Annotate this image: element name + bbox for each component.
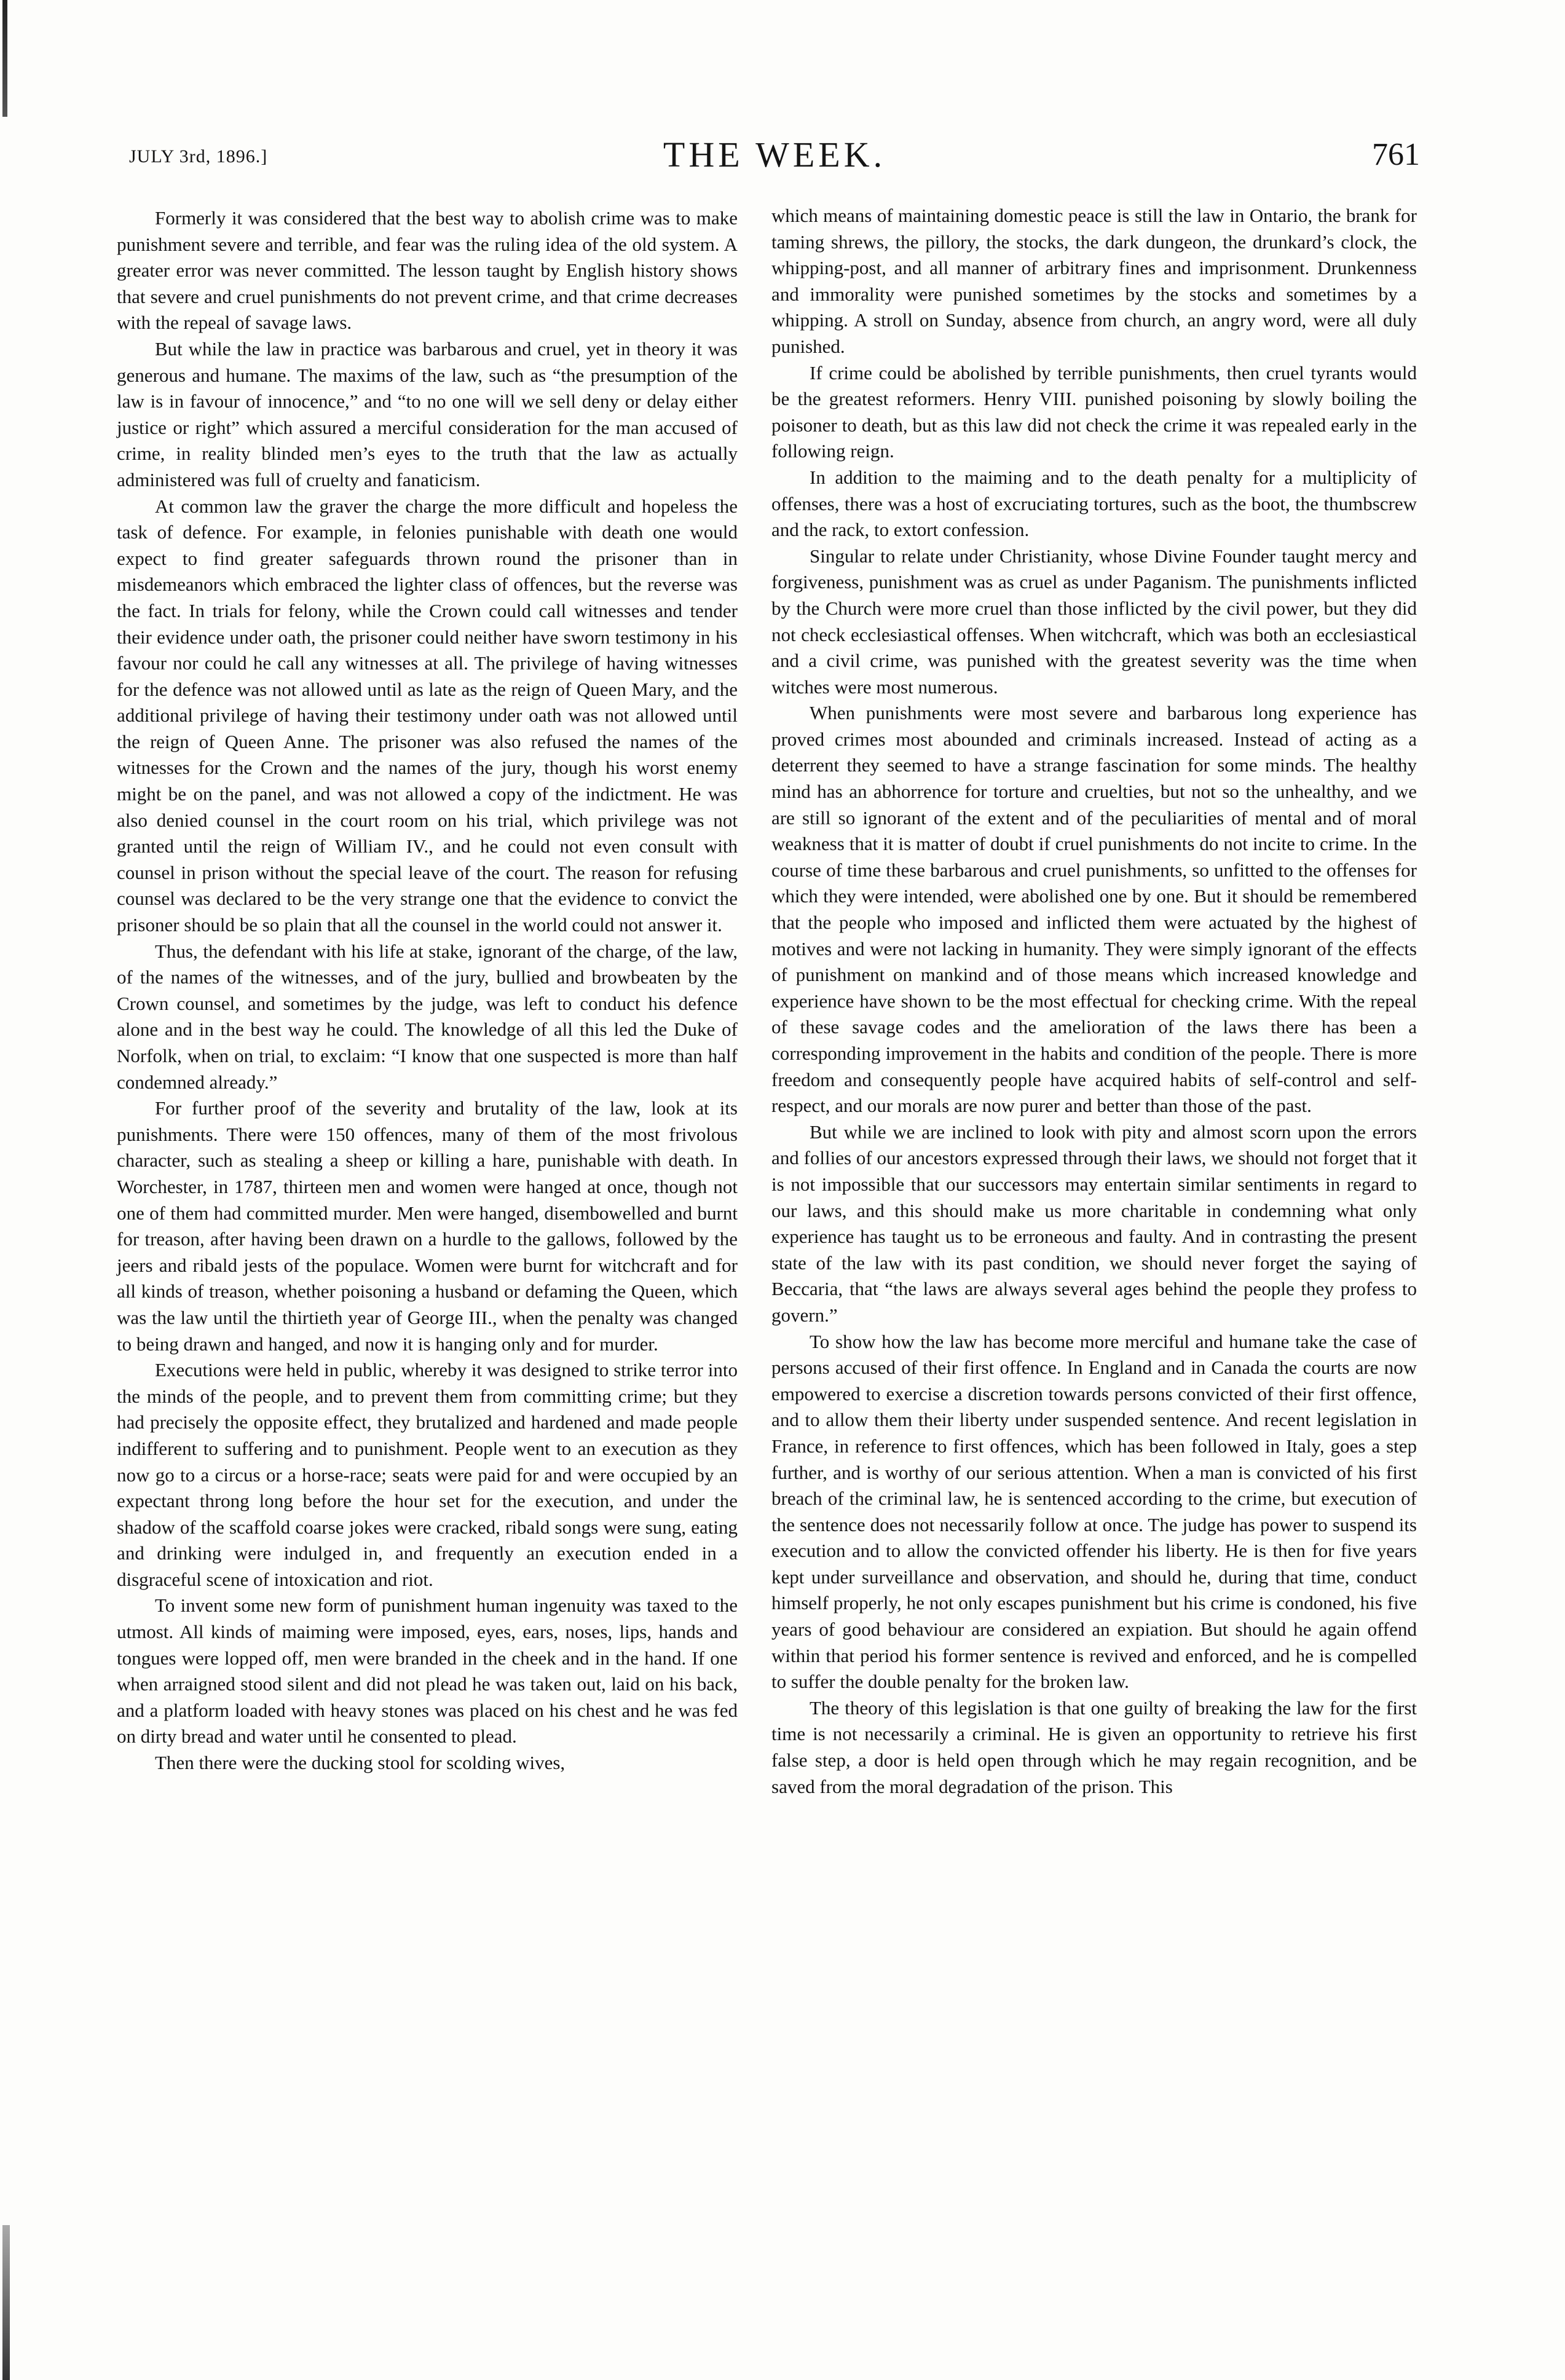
paragraph: When punishments were most severe and barbarous long experience has proved crimes most abounded and criminals increased. Instead of acting as a deterrent they seemed to have a strange fascination for some minds. The healthy mind has an abhorrence for torture and cruelties, but not so the unhealthy, and we are still so ignorant of the extent and of the peculiarities of mental and of moral weakness that it is matter of doubt if cruel punishments do not incite to crime. In the course of time these barbarous and cruel punishments, so unfitted to the offenses for which they were intended, were abolished one by one. But it should be remembered that the people who imposed and inflicted them were actuated by the highest of motives and were not lacking in humanity. They were simply ignorant of the effects of punishment on mankind and of those means which increased knowledge and experience have shown to be the most effectual for checking crime. With the repeal of these savage codes and the amelioration of the laws there has been a corresponding improvement in the habits and condition of the people. There is more freedom and consequently people have acquired habits of self-control and self-respect, and our morals are now purer and better than those of the past. [771,702,1417,1117]
paragraph: The theory of this legislation is that one guilty of breaking the law for the first time is not necessarily a criminal. He is given an opportunity to retrieve his first false step, a door is held open through which he may regain recognition, and be saved from the moral degradation of the prison. This [771,1696,1417,1797]
binding-edge-mark-bottom [2,2225,10,2380]
paragraph: For further proof of the severity and brutality of the law, look at its punishments. There were 150 offences, many of them of the most frivolous character, such as stealing a sheep or killing a hare, punishable with death. In Worchester, in 1787, thirteen men and women were hanged at once, though not one of them had committed murder. Men were hanged, disembowelled and burnt for treason, after having been drawn on a hurdle to the gallows, followed by the jeers and ribald jests of the populace. Women were burnt for witchcraft and for all kinds of treason, whether poisoning a husband or defaming the Queen, which was the law until the thirtieth year of George III., when the penalty was changed to being drawn and hanged, and now it is hanging only and for murder. [117,1097,738,1355]
paragraph: Executions were held in public, whereby it was designed to strike terror into the minds of the people, and to prevent them from committing crime; but they had precisely the opposite effect, they brutalized and hardened and made people indifferent to suffering and to punishment. People went to an execution as they now go to a circus or a horse-race; seats were paid for and were occupied by an expectant throng long before the hour set for the execution, and under the shadow of the scaffold coarse jokes were cracked, ribald songs were sung, eating and drinking were indulged in, and frequently an execution ended in a disgraceful scene of intoxication and riot. [117,1359,738,1590]
paragraph: Formerly it was considered that the best way to abolish crime was to make punishment severe and terrible, and fear was the ruling idea of the old system. A greater error was never committed. The lesson taught by English history shows that severe and cruel punishments do not prevent crime, and that crime decreases with the repeal of savage laws. [117,207,738,334]
right-column [771,203,1417,1800]
paragraph: But while we are inclined to look with pity and almost scorn upon the errors and follies of our ancestors expressed through their laws, we should not forget that it is not impossible that our successors may entertain similar sentiments in regard to our laws, and this should make us more charitable in condemning what only experience has taught us to be erroneous and faulty. And in contrasting the present state of the law with its past condition, we should never forget the saying of Beccaria, that “the laws are always several ages behind the people they profess to govern.” [771,1121,1417,1326]
paragraph: To invent some new form of punishment human ingenuity was taxed to the utmost. All kinds of maiming were imposed, eyes, ears, noses, lips, hands and tongues were lopped off, men were branded in the cheek and in the hand. If one when arraigned stood silent and did not plead he was taken out, laid on his back, and a platform loaded with heavy stones was placed on his chest and he was fed on dirty bread and water until he consented to plead. [117,1594,738,1748]
page-number: 761 [1372,137,1420,172]
paragraph: If crime could be abolished by terrible punishments, then cruel tyrants would be the greatest reformers. Henry VIII. punished poisoning by slowly boiling the poisoner to death, but as this law did not check the crime it was repealed early in the following reign. [771,361,1417,462]
paragraph: But while the law in practice was barbarous and cruel, yet in theory it was generous and humane. The maxims of the law, such as “the presumption of the law is in favour of innocence,” and “to no one will we sell deny or delay either justice or right” which assured a merciful consideration for the man accused of crime, in reality blinded men’s eyes to the truth that the law as actually administered was full of cruelty and fanaticism. [117,337,738,491]
paragraph: Thus, the defendant with his life at stake, ignorant of the charge, of the law, of the names of the witnesses, and of the jury, bullied and browbeaten by the Crown counsel, and sometimes by the judge, was left to conduct his defence alone and in the best way he could. The knowledge of all this led the Duke of Norfolk, when on trial, to exclaim: “I know that one suspected is more than half condemned already.” [117,940,738,1093]
paragraph: Singular to relate under Christianity, whose Divine Founder taught mercy and forgiveness, punishment was as cruel as under Paganism. The punishments inflicted by the Church were more cruel than those inflicted by the civil power, but they did not check ecclesiastical offenses. When witchcraft, which was both an ecclesiastical and a civil crime, was punished with the greatest severity was the time when witches were most numerous. [771,545,1417,698]
issue-date: JULY 3rd, 1896.] [129,146,268,167]
paragraph: In addition to the maiming and to the death penalty for a multiplicity of offenses, there was a host of excruciating tortures, such as the boot, the thumbscrew and the rack, to extort confession. [771,466,1417,541]
paragraph: which means of maintaining domestic peace is still the law in Ontario, the brank for taming shrews, the pillory, the stocks, the dark dungeon, the drunkard’s clock, the whipping-post, and all manner of arbitrary fines and imprisonment. Drunkenness and immorality were punished sometimes by the stocks and sometimes by a whipping. A stroll on Sunday, absence from church, an angry word, were all duly punished. [771,205,1417,357]
page-header [129,134,1420,189]
paragraph: To show how the law has become more merciful and humane take the case of persons accused of their first offence. In England and in Canada the courts are now empowered to exercise a discretion towards persons convicted of their first offence, and to allow them their liberty under suspended sentence. And recent legislation in France, in reference to first offences, which has been followed in Italy, goes a step further, and is worthy of our serious attention. When a man is convicted of his first breach of the criminal law, he is sentenced according to the crime, but execution of the sentence does not necessarily follow at once. The judge has power to suspend its execution and to allow the convicted offender his liberty. He is then for five years kept under surveillance and observation, and should he, during that time, conduct himself properly, he not only escapes punishment but his crime is condoned, his five years of good behaviour are considered an expiation. But should he again offend within that period his former sentence is revived and enforced, and he is compelled to suffer the double penalty for the broken law. [771,1330,1417,1693]
left-column [117,203,738,1776]
paragraph: At common law the graver the charge the more difficult and hopeless the task of defence. For example, in felonies punishable with death one would expect to find greater safeguards thrown round the prisoner than in misdemeanors which embraced the lighter class of offences, but the reverse was the fact. In trials for felony, while the Crown could call witnesses and tender their evidence under oath, the prisoner could neither have sworn testimony in his favour nor could he call any witnesses at all. The privilege of having witnesses for the defence was not allowed until as late as the reign of Queen Mary, and the additional privilege of having their testimony under oath was not allowed until the reign of Queen Anne. The prisoner was also refused the names of the witnesses for the Crown and the names of the jury, though his worst enemy might be on the panel, and was not allowed a copy of the indictment. He was also denied counsel in the court room on his trial, which privilege was not granted until the reign of William IV., and he could not even consult with counsel in prison without the special leave of the court. The reason for refusing counsel was declared to be the very strange one that the evidence to convict the prisoner should be so plain that all the counsel in the world could not answer it. [117,495,738,936]
paragraph: Then there were the ducking stool for scolding wives, [155,1752,566,1774]
binding-edge-mark [2,0,7,117]
publication-title: THE WEEK. [663,135,886,175]
